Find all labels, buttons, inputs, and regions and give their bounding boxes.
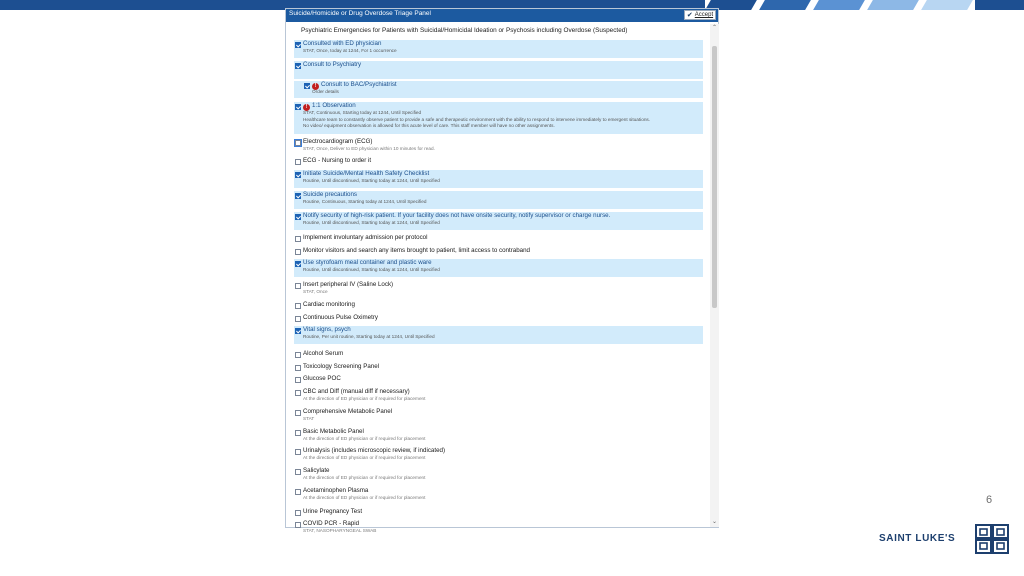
order-row[interactable] — [294, 326, 703, 344]
order-detail: At the direction of ED physician or if required for placement — [303, 475, 426, 480]
order-checkbox[interactable] — [295, 328, 301, 334]
panel-header: Psychiatric Emergencies for Patients with Suicidal/Homicidal Ideation or Psychosis including Overdose (Suspected) — [301, 27, 628, 34]
order-row[interactable] — [294, 447, 703, 465]
order-detail: Routine, Until discontinued, Starting today at 1244, Until Specified — [303, 220, 440, 225]
order-detail: No video/ equipment observation is allowed for this acute level of care. This staff member will have no other assignments. — [303, 123, 555, 128]
order-row[interactable] — [294, 40, 703, 58]
order-checkbox[interactable] — [295, 159, 301, 165]
order-detail: STAT, Continuous, Starting today at 1244, Until Specified — [303, 110, 422, 115]
order-checkbox[interactable] — [295, 390, 301, 396]
order-detail: Order details — [312, 89, 339, 94]
order-row[interactable] — [294, 314, 703, 325]
order-checkbox[interactable] — [295, 430, 301, 436]
order-checkbox[interactable] — [295, 365, 301, 371]
order-row[interactable] — [294, 138, 703, 156]
order-row[interactable] — [294, 408, 703, 426]
order-name: Electrocardiogram (ECG) — [303, 138, 373, 145]
triage-order-panel — [285, 8, 719, 533]
order-row[interactable] — [294, 281, 703, 298]
order-row[interactable] — [294, 61, 703, 79]
order-row[interactable] — [294, 350, 703, 361]
saint-lukes-logo-icon — [975, 524, 1009, 554]
order-checkbox[interactable] — [295, 249, 301, 255]
order-name: Initiate Suicide/Mental Health Safety Checklist — [303, 170, 430, 177]
order-checkbox[interactable] — [295, 214, 301, 220]
order-row[interactable] — [294, 234, 703, 245]
order-checkbox[interactable] — [295, 489, 301, 495]
order-row[interactable] — [294, 170, 703, 188]
order-row[interactable] — [294, 259, 703, 277]
order-checkbox[interactable] — [295, 140, 301, 146]
order-checkbox[interactable] — [295, 261, 301, 267]
order-checkbox[interactable] — [295, 522, 301, 528]
warning-icon: ! — [303, 104, 310, 111]
checkmark-icon: ✔ — [686, 11, 693, 19]
order-name: Consulted with ED physician — [303, 40, 382, 47]
order-name: Urinalysis (includes microscopic review, if indicated) — [303, 447, 446, 454]
panel-titlebar — [286, 9, 718, 22]
order-detail: Healthcare team to constantly observe patient to provide a safe and therapeutic environment with the ability to respond to intervene immediately to emergent situations. — [303, 116, 651, 122]
order-row[interactable] — [294, 487, 703, 505]
order-name: Cardiac monitoring — [303, 301, 355, 308]
order-name: Vital signs, psych — [303, 326, 351, 333]
order-name: Acetaminophen Plasma — [303, 487, 369, 494]
order-name: Urine Pregnancy Test — [303, 508, 363, 515]
order-detail: At the direction of ED physician or if required for placement — [303, 396, 426, 401]
order-row[interactable] — [294, 81, 703, 98]
order-detail: Routine, Until discontinued, Starting today at 1244, Until Specified — [303, 178, 440, 183]
order-row[interactable] — [294, 191, 703, 209]
order-row[interactable] — [294, 520, 703, 538]
order-detail: STAT, Once, Deliver to ED physician within 10 minutes for read. — [303, 146, 435, 151]
order-name: CBC and Diff (manual diff if necessary) — [303, 388, 410, 395]
banner-band — [975, 0, 1024, 10]
accept-label: Accept — [694, 12, 714, 18]
order-row[interactable] — [294, 102, 703, 134]
order-checkbox[interactable] — [295, 63, 301, 69]
scrollbar[interactable] — [710, 24, 719, 527]
page-number: 6 — [986, 494, 993, 506]
order-name: COVID PCR - Rapid — [303, 520, 360, 527]
order-name: Salicylate — [303, 467, 330, 474]
warning-icon: ! — [312, 83, 319, 90]
order-row[interactable] — [294, 467, 703, 485]
brand-name: SAINT LUKE'S — [879, 533, 956, 544]
order-row[interactable] — [294, 508, 703, 519]
panel-title: Suicide/Homicide or Drug Overdose Triage Panel — [289, 10, 431, 17]
order-checkbox[interactable] — [295, 283, 301, 289]
order-name: Glucose POC — [303, 375, 341, 382]
order-checkbox[interactable] — [295, 469, 301, 475]
order-detail: Routine, Until discontinued, Starting today at 1244, Until Specified — [303, 267, 440, 272]
order-detail: STAT — [303, 416, 315, 421]
order-name: Basic Metabolic Panel — [303, 428, 364, 435]
order-detail: At the direction of ED physician or if required for placement — [303, 495, 426, 500]
scroll-down-icon[interactable]: ⌄ — [711, 519, 718, 525]
accept-button[interactable] — [684, 10, 716, 20]
order-checkbox[interactable] — [304, 83, 310, 89]
order-row[interactable] — [294, 375, 703, 386]
order-detail: STAT, NASOPHARYNGEAL SWAB — [303, 528, 377, 533]
order-row[interactable] — [294, 301, 703, 312]
order-row[interactable] — [294, 247, 703, 258]
order-name: Consult to Psychiatry — [303, 61, 362, 68]
order-checkbox[interactable] — [295, 449, 301, 455]
order-name: Consult to BAC/Psychiatrist — [321, 81, 397, 88]
order-checkbox[interactable] — [295, 352, 301, 358]
order-name: Comprehensive Metabolic Panel — [303, 408, 393, 415]
order-checkbox[interactable] — [295, 42, 301, 48]
order-detail: At the direction of ED physician or if required for placement — [303, 455, 426, 460]
order-checkbox[interactable] — [295, 377, 301, 383]
order-detail: STAT, Once — [303, 289, 328, 294]
order-row[interactable] — [294, 388, 703, 406]
banner-stripe — [813, 0, 865, 10]
order-name: ECG - Nursing to order it — [303, 157, 372, 164]
order-name: Toxicology Screening Panel — [303, 363, 380, 370]
order-name: Notify security of high-risk patient. If your facility does not have onsite security, notify supervisor or charge nurse. — [303, 212, 611, 219]
banner-stripe — [921, 0, 973, 10]
order-checkbox[interactable] — [295, 236, 301, 242]
order-name: 1:1 Observation — [312, 102, 356, 109]
order-detail: STAT, Once, today at 1244, For 1 occurrence — [303, 48, 397, 53]
order-checkbox[interactable] — [295, 172, 301, 178]
order-checkbox[interactable] — [295, 316, 301, 322]
order-checkbox[interactable] — [295, 193, 301, 199]
order-row[interactable] — [294, 363, 703, 374]
order-row[interactable] — [294, 212, 703, 230]
order-name: Implement involuntary admission per protocol — [303, 234, 428, 241]
order-checkbox[interactable] — [295, 303, 301, 309]
banner-stripe — [759, 0, 811, 10]
order-checkbox[interactable] — [295, 104, 301, 110]
scrollbar-thumb[interactable] — [712, 46, 717, 308]
order-checkbox[interactable] — [295, 410, 301, 416]
order-checkbox[interactable] — [295, 510, 301, 516]
order-detail: Routine, Continuous, Starting today at 1244, Until Specified — [303, 199, 427, 204]
order-name: Alcohol Serum — [303, 350, 344, 357]
order-name: Insert peripheral IV (Saline Lock) — [303, 281, 394, 288]
order-row[interactable] — [294, 428, 703, 446]
order-name: Use styrofoam meal container and plastic ware — [303, 259, 432, 266]
order-name: Monitor visitors and search any items brought to patient, limit access to contraband — [303, 247, 530, 254]
order-name: Suicide precautions — [303, 191, 358, 198]
order-detail: Routine, Per unit routine, Starting today at 1244, Until Specified — [303, 334, 435, 339]
banner-stripe — [867, 0, 919, 10]
order-name: Continuous Pulse Oximetry — [303, 314, 378, 321]
scroll-up-icon[interactable]: ⌃ — [711, 25, 718, 31]
order-detail: At the direction of ED physician or if required for placement — [303, 436, 426, 441]
order-row[interactable] — [294, 157, 703, 168]
